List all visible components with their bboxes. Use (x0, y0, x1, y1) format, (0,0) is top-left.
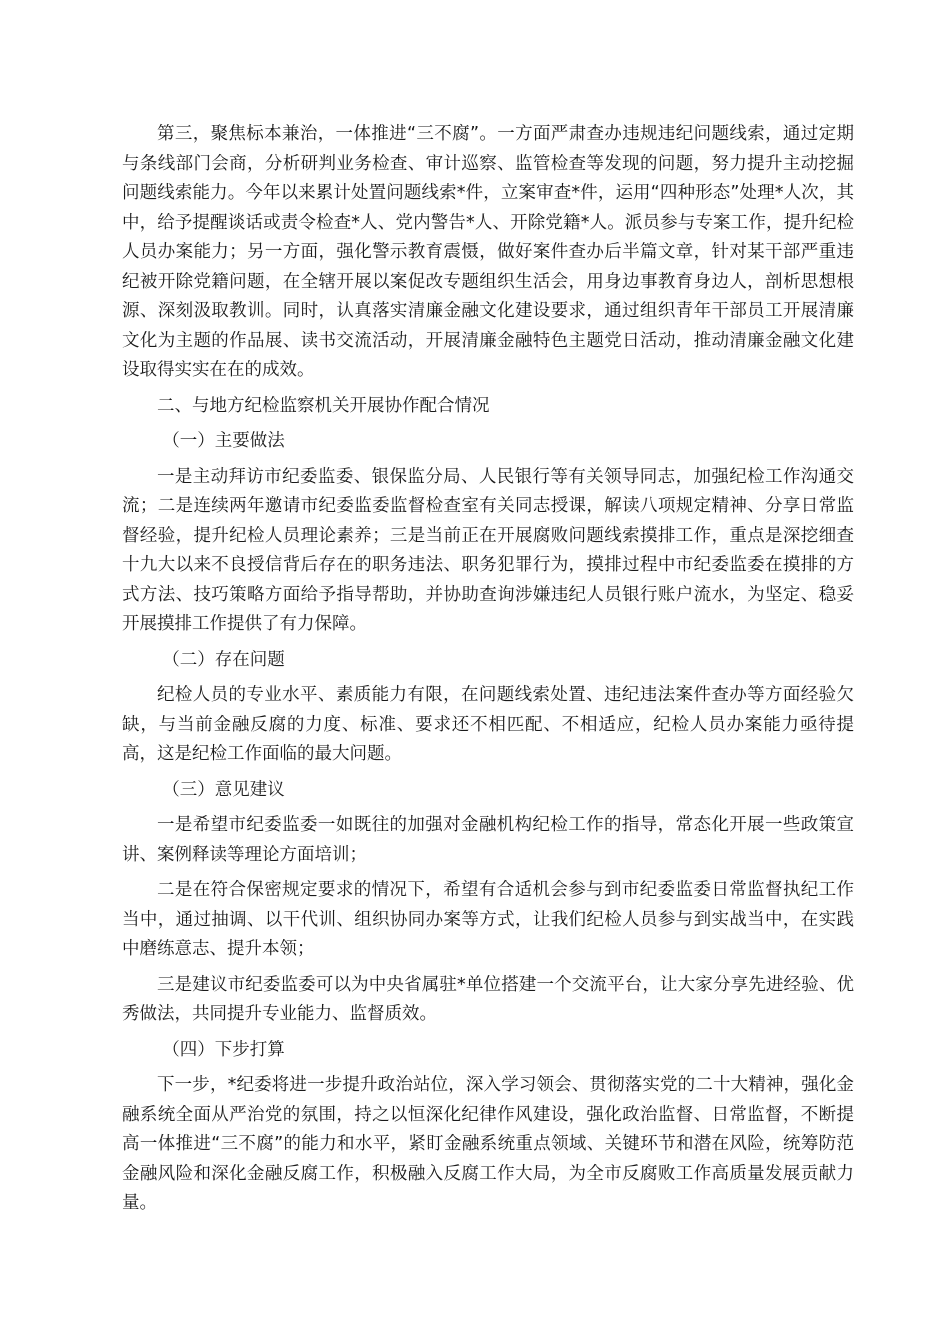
paragraph-next-steps: 下一步，*纪委将进一步提升政治站位，深入学习领会、贯彻落实党的二十大精神，强化金融系统全面从严治党的氛围，持之以恒深化纪律作风建设，强化政治监督、日常监督，不断提高一体推进“三不腐”的能力和水平，紧盯金融系统重点领域、关键环节和潜在风险，统筹防范金融风险和深化金融反腐工作，积极融入反腐工作大局，为全市反腐败工作高质量发展贡献力量。 (122, 1075, 854, 1213)
subsection-heading-next-steps: （四）下步打算 (162, 1039, 285, 1060)
paragraph-problems: 纪检人员的专业水平、素质能力有限，在问题线索处置、违纪违法案件查办等方面经验欠缺，与当前金融反腐的力度、标准、要求还不相匹配、不相适应，纪检人员办案能力亟待提高，这是纪检工作面临的最大问题。 (122, 685, 854, 764)
subsection-heading-suggestions: （三）意见建议 (162, 779, 285, 800)
paragraph-suggestion-3: 三是建议市纪委监委可以为中央省属驻*单位搭建一个交流平台，让大家分享先进经验、优秀做法，共同提升专业能力、监督质效。 (122, 974, 854, 1024)
paragraph-third-point: 第三，聚焦标本兼治，一体推进“三不腐”。一方面严肃查办违规违纪问题线索，通过定期与条线部门会商，分析研判业务检查、审计巡察、监管检查等发现的问题，努力提升主动挖掘问题线索能力。今年以来累计处置问题线索*件，立案审查*件，运用“四种形态”处理*人次，其中，给予提醒谈话或责令检查*人、党内警告*人、开除党籍*人。派员参与专案工作，提升纪检人员办案能力；另一方面，强化警示教育震慑，做好案件查办后半篇文章，针对某干部严重违纪被开除党籍问题，在全辖开展以案促改专题组织生活会，用身边事教育身边人，剖析思想根源、深刻汲取教训。同时，认真落实清廉金融文化建设要求，通过组织青年干部员工开展清廉文化为主题的作品展、读书交流活动，开展清廉金融特色主题党日活动，推动清廉金融文化建设取得实实在在的成效。 (122, 124, 854, 380)
document-page (122, 120, 854, 1225)
paragraph-main-practices: 一是主动拜访市纪委监委、银保监分局、人民银行等有关领导同志，加强纪检工作沟通交流；二是连续两年邀请市纪委监委监督检查室有关同志授课，解读八项规定精神、分享日常监督经验，提升纪检人员理论素养；三是当前正在开展腐败问题线索摸排工作，重点是深挖细查十九大以来不良授信背后存在的职务违法、职务犯罪行为，摸排过程中市纪委监委在摸排的方式方法、技巧策略方面给予指导帮助，并协助查询涉嫌违纪人员银行账户流水，为坚定、稳妥开展摸排工作提供了有力保障。 (122, 466, 854, 634)
section-heading-cooperation: 二、与地方纪检监察机关开展协作配合情况 (157, 395, 490, 416)
paragraph-suggestion-2: 二是在符合保密规定要求的情况下，希望有合适机会参与到市纪委监委日常监督执纪工作当中，通过抽调、以干代训、组织协同办案等方式，让我们纪检人员参与到实战当中，在实践中磨练意志、提升本领； (122, 880, 854, 959)
paragraph-suggestion-1: 一是希望市纪委监委一如既往的加强对金融机构纪检工作的指导，常态化开展一些政策宣讲、案例释读等理论方面培训； (122, 815, 854, 865)
subsection-heading-problems: （二）存在问题 (162, 649, 285, 670)
subsection-heading-main-practices: （一）主要做法 (162, 431, 285, 451)
